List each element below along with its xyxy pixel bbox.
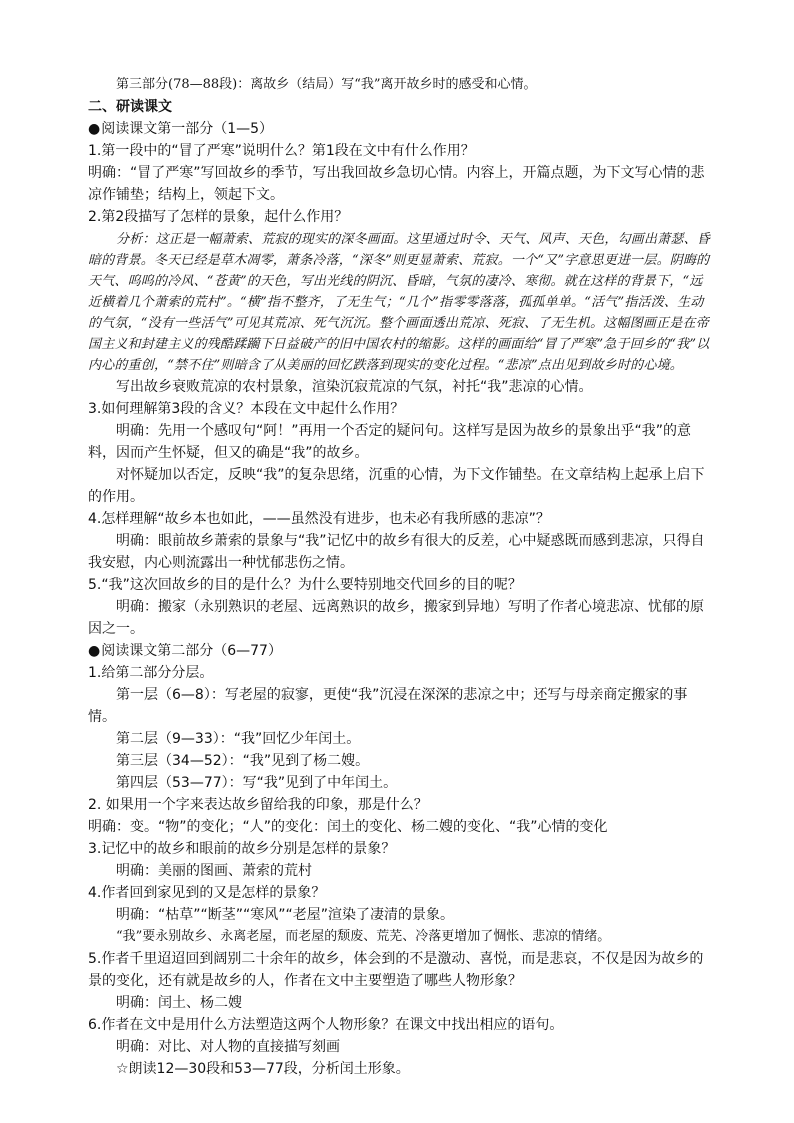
question-4: 4.怎样理解“故乡本也如此，——虽然没有进步，也未必有我所感的悲凉”？ xyxy=(88,511,550,527)
layer-4: 第四层（53—77）：写“我”见到了中年闰土。 xyxy=(116,775,398,791)
answer-8: 明确：美丽的图画、萧索的荒村 xyxy=(116,863,312,879)
answer-11: 明确：对比、对人物的直接描写刻画 xyxy=(116,1039,340,1055)
question-11: 6.作者在文中是用什么方法塑造这两个人物形象？在课文中找出相应的语句。 xyxy=(88,1017,564,1033)
question-2: 2.第2段描写了怎样的景象，起什么作用？ xyxy=(88,209,349,225)
layer-3: 第三层（34—52）：“我”见到了杨二嫂。 xyxy=(116,753,370,769)
answer-9: 明确：“枯草”“断茎”“寒风”“老屋”渲染了凄清的景象。 xyxy=(116,907,455,923)
question-7: 2. 如果用一个字来表达故乡留给我的印象，那是什么？ xyxy=(88,797,428,813)
answer-3a: 明确：先用一个感叹句“阿！”再用一个否定的疑问句。这样写是因为故乡的景象出乎“我”的意料，因而产生怀疑，但又的确是“我”的故乡。 xyxy=(88,423,692,461)
question-3: 3.如何理解第3段的含义？本段在文中起什么作用？ xyxy=(88,401,405,417)
summary-2: 写出故乡衰败荒凉的农村景象，渲染沉寂荒凉的气氛，衬托“我”悲凉的心情。 xyxy=(116,379,593,395)
reading-task: ☆朗读12—30段和53—77段，分析闰土形象。 xyxy=(116,1061,410,1077)
answer-1: 明确：“冒了严寒”写回故乡的季节，写出我回故乡急切心情。内容上，开篇点题，为下文写心情的悲凉作铺垫；结构上，领起下文。 xyxy=(88,165,705,203)
layer-2: 第二层（9—33）：“我”回忆少年闰土。 xyxy=(116,731,361,747)
answer-3b: 对怀疑加以否定，反映“我”的复杂思绪，沉重的心情，为下文作铺垫。在文章结构上起承上启下的作用。 xyxy=(88,467,705,505)
question-8: 3.记忆中的故乡和眼前的故乡分别是怎样的景象？ xyxy=(88,841,396,857)
analysis-2: 分析：这正是一幅萧索、荒寂的现实的深冬画面。这里通过时令、天气、风声、天色，勾画出萧瑟、昏暗的背景。冬天已经是草木凋零，萧条冷落，“深冬”则更显萧索、荒寂。一个“又”字意思更进一层。阴晦的天气、呜呜的冷风、“苍黄”的天色，写出光线的阴沉、昏暗，气氛的凄冷、寒彻。就在这样的背景下，“远近横着几个萧索的荒村”。“横”指不整齐，了无生气；“几个”指零零落落，孤孤单单。“活气”指活泼、生动的气氛，“没有一些活气”可见其荒凉、死气沉沉。整个画面透出荒凉、死寂、了无生机。这幅图画正是在帝国主义和封建主义的残酷蹂躏下日益破产的旧中国农村的缩影。这样的画面给“冒了严寒”急于回乡的“我”以内心的重创，“禁不住”则暗含了从美丽的回忆跌落到现实的变化过程。“悲凉”点出见到故乡时的心境。 xyxy=(88,232,711,373)
section-heading: 二、研读课文 xyxy=(88,99,172,115)
document-body xyxy=(88,74,710,1080)
question-9: 4.作者回到家见到的又是怎样的景象？ xyxy=(88,885,326,901)
reading-part-2: ● 阅读课文第二部分（6—77） xyxy=(88,640,710,662)
answer-10: 明确：闰土、杨二嫂 xyxy=(116,995,242,1011)
answer-5: 明确：搬家（永别熟识的老屋、远离熟识的故乡，搬家到异地）写明了作者心境悲凉、忧郁的原因之一。 xyxy=(88,599,704,637)
question-6: 1.给第二部分分层。 xyxy=(88,665,214,681)
layer-1: 第一层（6—8）：写老屋的寂寥，更使“我”沉浸在深深的悲凉之中；还写与母亲商定搬家的事情。 xyxy=(88,687,688,725)
answer-7: 明确：变。“物”的变化；“人”的变化：闰土的变化、杨二嫂的变化、“我”心情的变化 xyxy=(88,819,608,835)
answer-4: 明确：眼前故乡萧索的景象与“我”记忆中的故乡有很大的反差，心中疑惑既而感到悲凉，只得自我安慰，内心则流露出一种忧郁悲伤之情。 xyxy=(88,533,705,571)
answer-9b: “我”要永别故乡、永离老屋，而老屋的颓废、荒芜、冷落更增加了惆怅、悲凉的情绪。 xyxy=(116,929,611,944)
question-1: 1.第一段中的“冒了严寒”说明什么？第1段在文中有什么作用？ xyxy=(88,143,475,159)
question-5: 5.“我”这次回故乡的目的是什么？为什么要特别地交代回乡的目的呢？ xyxy=(88,577,522,593)
question-10: 5.作者千里迢迢回到阔别二十余年的故乡，体会到的不是激动、喜悦，而是悲哀，不仅是因为故乡的景的变化，还有就是故乡的人，作者在文中主要塑造了哪些人物形象？ xyxy=(88,951,704,989)
part3-summary: 第三部分(78—88段)：离故乡（结局）写“我”离开故乡时的感受和心情。 xyxy=(116,77,537,92)
reading-part-1: ● 阅读课文第一部分（1—5） xyxy=(88,118,710,140)
